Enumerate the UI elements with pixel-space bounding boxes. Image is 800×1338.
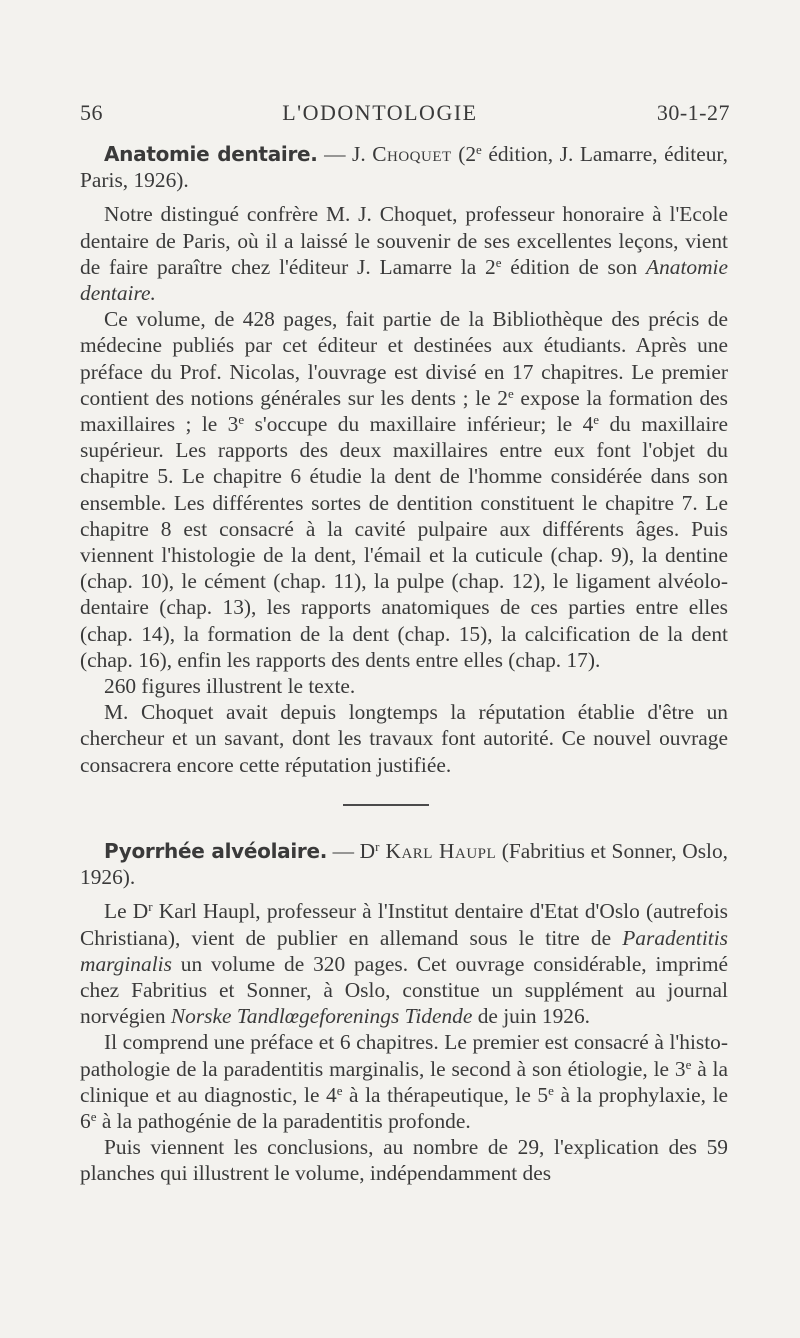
paragraph: Le $D^r$ Karl Haupl, professeur à l'Institut dentaire d'Etat d'Oslo (autrefois Christiana), vient de publier en allemand sous le titre de Paradentitis marginalis un volume de 320 pages. Cet ouvrage considérable, imprimé chez Fabritius et Sonner, à Oslo, constitue un supplément au journal norvégien Norske Tandlœgeforenings Tidende de juin 1926. — [80, 899, 728, 1029]
paragraph: 260 figures illustrent le texte. — [104, 674, 356, 699]
running-header — [80, 100, 730, 126]
paragraph: Ce volume, de 428 pages, fait partie de la Bibliothèque des précis de médecine publiés par cet éditeur et destinées aux étudiants. Après une préface du Prof. Nicolas, l'ouvrage est divisé en 17 chapitres. Le premier contient des notions générales sur les dents ; le 2e expose la formation des maxillaires ; le 3e s'occupe du maxillaire inférieur; le 4e du maxillaire supérieur. Les rapports des deux maxillaires entre eux font l'objet du chapitre 5. Le chapitre 6 étudie la dent de l'homme considérée dans son ensemble. Les différentes sortes de dentition constituent le chapitre 7. Le chapitre 8 est consacré à la cavité pulpaire aux différents âges. Puis viennent l'histologie de la dent, l'émail et la cuticule (chap. 9), la dentine (chap. 10), le cément (chap. 11), la pulpe (chap. 12), le ligament alvéolo-dentaire (chap. 13), les rapports anatomiques de ces parties entre elles (chap. 14), la formation de la dent (chap. 15), la calcification de la dent (chap. 16), enfin les rapports des dents entre elles (chap. 17). — [80, 307, 728, 672]
journal-title: L'ODONTOLOGIE — [282, 100, 478, 125]
review-citation: Anatomie dentaire. — J. Choquet (2e édition, J. Lamarre, éditeur, Paris, 1926). — [80, 142, 729, 193]
journal-name: Norske Tandlœgeforenings Tidende — [170, 1004, 473, 1029]
section-divider — [343, 804, 429, 806]
review-heading: Anatomie dentaire. — [104, 142, 318, 166]
author-name: Choquet — [372, 142, 452, 166]
book-title: Paradentitis marginalis — [80, 925, 728, 976]
author-name: Karl Haupl — [379, 839, 497, 863]
book-title: Anatomie dentaire. — [80, 254, 728, 306]
paragraph: Puis viennent les conclusions, au nombre de 29, l'explication des 59 planches qui illustrent le volume, indépendamment des — [80, 1135, 728, 1186]
review-pyorrhee-alveolaire — [80, 838, 728, 1187]
paragraph: Il comprend une préface et 6 chapitres. Le premier est consacré à l'histo-pathologie de la paradentitis marginalis, le second à son étiologie, le 3e à la clinique et au diagnostic, le 4e à la thérapeutique, le 5e à la prophylaxie, le 6e à la pathogénie de la paradentitis profonde. — [80, 1030, 729, 1134]
paragraph: M. Choquet avait depuis longtemps la réputation établie d'être un chercheur et un savant, dont les travaux font autorité. Ce nouvel ouvrage consacrera encore cette réputation justifiée. — [80, 700, 728, 777]
issue-date: 30-1-27 — [656, 100, 730, 125]
review-anatomie-dentaire — [80, 141, 728, 778]
review-citation: Pyorrhée alvéolaire. — $D^r$ Karl Haupl (Fabritius et Sonner, Oslo, 1926). — [80, 839, 729, 890]
review-heading: Pyorrhée alvéolaire. — [104, 839, 328, 863]
page-number: 56 — [80, 100, 103, 125]
paragraph: Notre distingué confrère M. J. Choquet, professeur honoraire à l'Ecole dentaire de Paris, où il a laissé le souvenir de ses excellentes leçons, vient de faire paraître chez l'éditeur J. Lamarre la 2e édition de son Anatomie dentaire. — [80, 202, 728, 306]
